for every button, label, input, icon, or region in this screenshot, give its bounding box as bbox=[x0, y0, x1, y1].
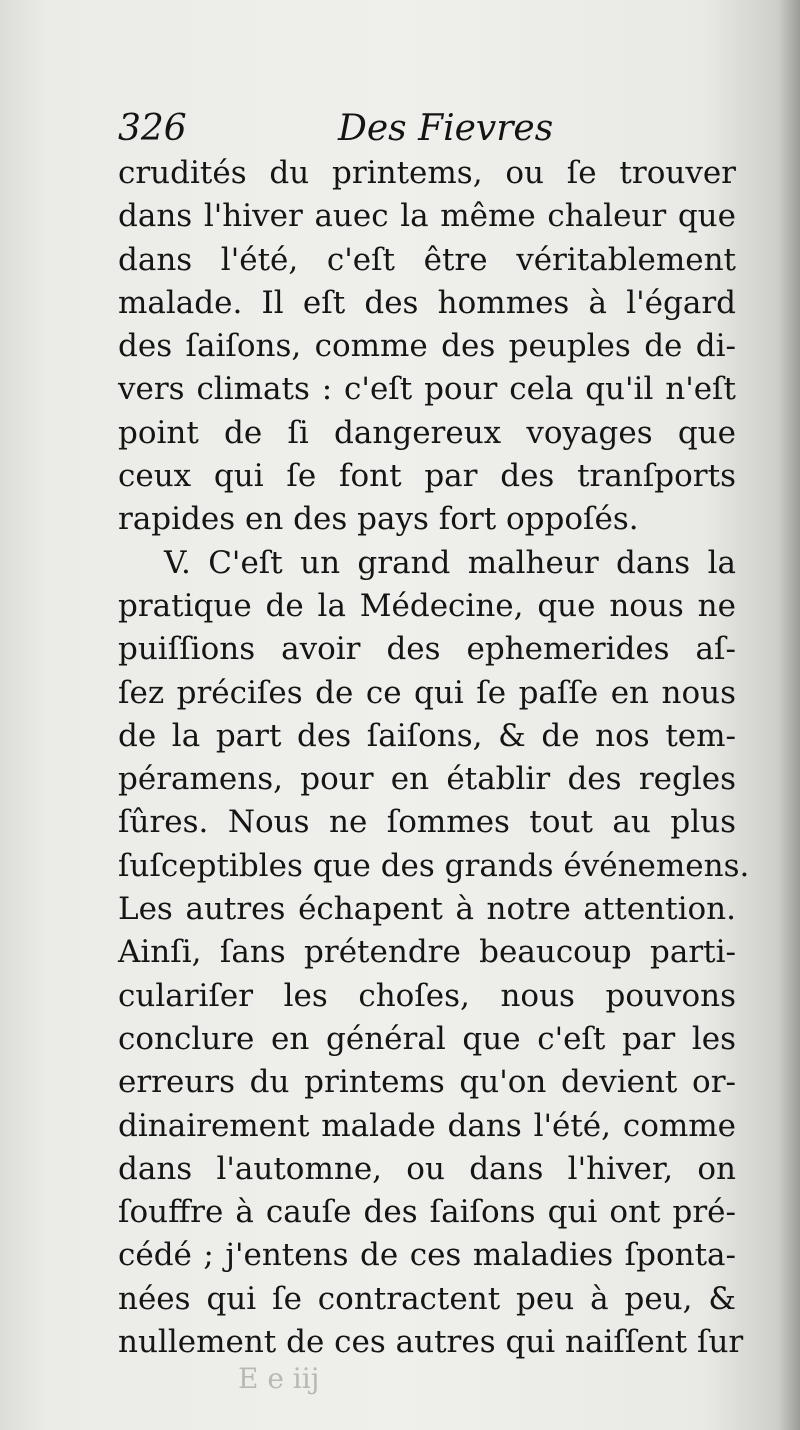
text-line: puiſſions avoir des ephemerides aſ- bbox=[118, 631, 736, 668]
text-line: nullement de ces autres qui naiſſent ſur bbox=[118, 1324, 744, 1361]
text-line: nées qui ſe contractent peu à peu, & bbox=[118, 1280, 736, 1317]
text-line: crudités du printems, ou ſe trouver bbox=[118, 155, 736, 191]
text-line: Les autres échapent à notre attention. bbox=[118, 891, 736, 928]
text-line: conclure en général que c'eſt par les bbox=[118, 1020, 736, 1057]
signature-mark: E e iij bbox=[238, 1362, 320, 1395]
text-line: des ſaiſons, comme des peuples de di- bbox=[118, 328, 736, 365]
text-line: Ainſi, ſans prétendre beaucoup parti- bbox=[118, 934, 736, 971]
text-line: point de ſi dangereux voyages que bbox=[118, 414, 736, 451]
text-line: rapides en des pays fort oppoſés. bbox=[118, 501, 639, 538]
text-line: péramens, pour en établir des regles bbox=[118, 761, 736, 798]
text-line: malade. Il eſt des hommes à l'égard bbox=[118, 284, 736, 321]
text-line: de la part des ſaiſons, & de nos tem- bbox=[118, 717, 736, 754]
text-line: dinairement malade dans l'été, comme bbox=[118, 1107, 736, 1144]
text-line: vers climats : c'eſt pour cela qu'il n'eſt bbox=[118, 371, 736, 408]
text-line: ſuſceptibles que des grands événemens. bbox=[118, 847, 750, 884]
text-line: culariſer les choſes, nous pouvons bbox=[118, 977, 736, 1014]
page-gutter-shadow bbox=[778, 0, 800, 1430]
text-line: dans l'été, c'eſt être véritablement bbox=[118, 241, 736, 278]
text-line: ceux qui ſe font par des tranſports bbox=[118, 458, 736, 495]
text-line: ſouffre à cauſe des ſaiſons qui ont pré- bbox=[118, 1194, 736, 1231]
running-title: Des Fievres bbox=[338, 108, 554, 149]
body-text bbox=[118, 152, 750, 1364]
text-line-paragraph-start: V. C'eſt un grand malheur dans la bbox=[164, 544, 736, 581]
page-number: 326 bbox=[118, 108, 187, 149]
text-line: ſez préciſes de ce qui ſe paſſe en nous bbox=[118, 674, 736, 711]
text-line: dans l'automne, ou dans l'hiver, on bbox=[118, 1150, 736, 1187]
text-line: ſûres. Nous ne ſommes tout au plus bbox=[118, 804, 736, 841]
text-line: pratique de la Médecine, que nous ne bbox=[118, 587, 736, 624]
text-line: erreurs du printems qu'on devient or- bbox=[118, 1064, 736, 1101]
running-head bbox=[118, 108, 738, 152]
text-line: dans l'hiver auec la même chaleur que bbox=[118, 198, 736, 235]
text-line: cédé ; j'entens de ces maladies ſponta- bbox=[118, 1237, 736, 1274]
